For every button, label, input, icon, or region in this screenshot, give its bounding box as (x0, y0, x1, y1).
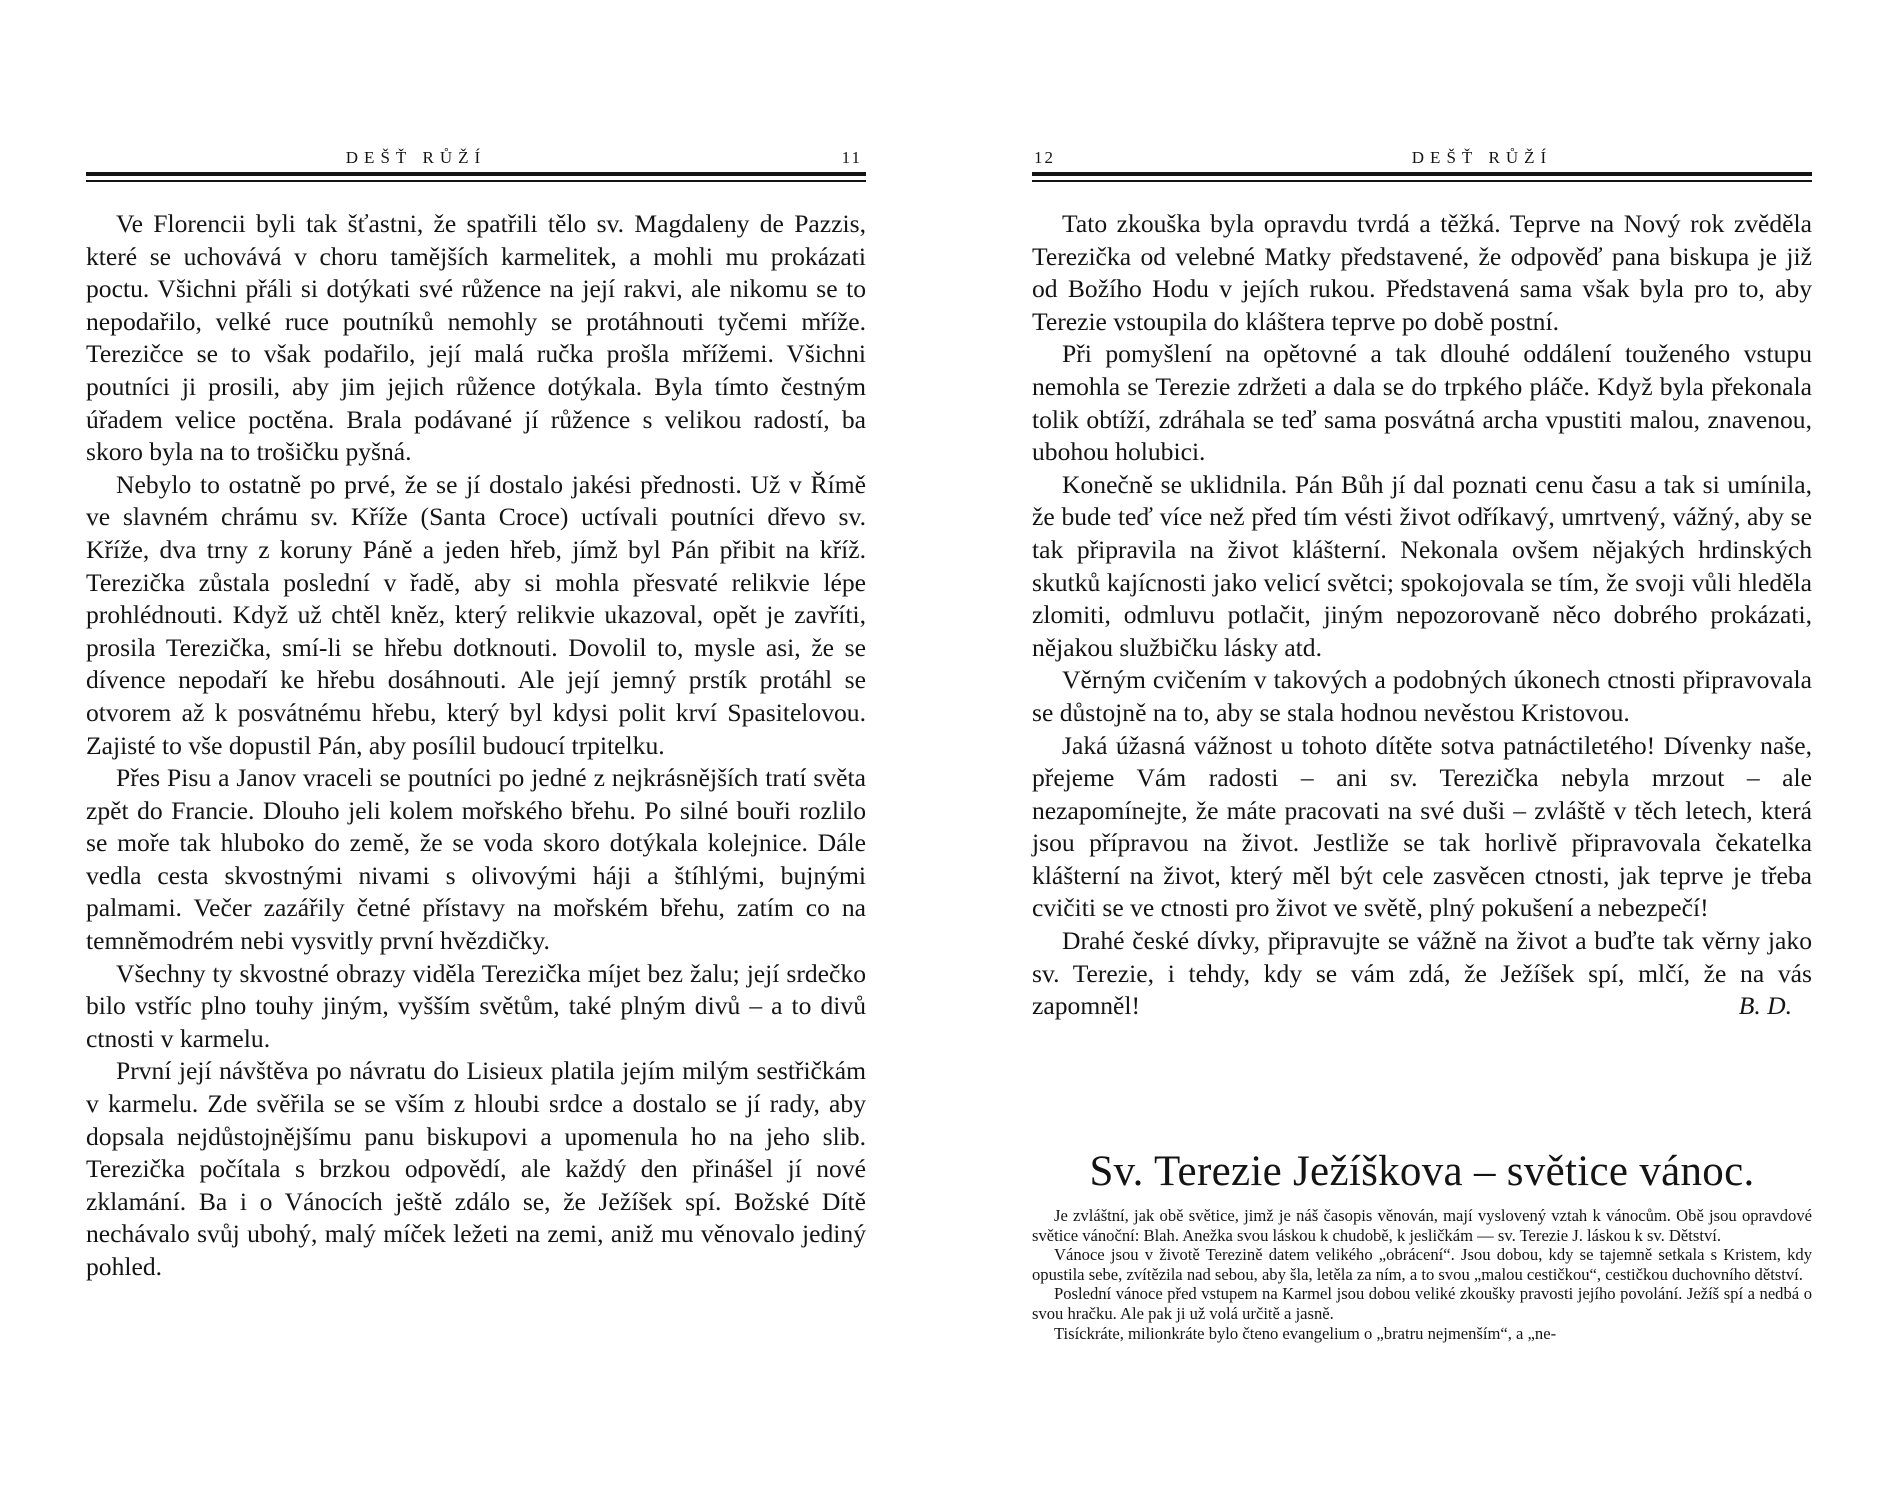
paragraph-final-text: Drahé české dívky, připravujte se vážně na život a buďte tak věrny jako sv. Terezie, i tehdy, kdy se vám zdá, že Ježíšek spí, mlčí, že na vás zapomněl! (1032, 926, 1812, 1021)
header-rule (86, 172, 866, 176)
small-paragraph: Tisíckráte, milionkráte bylo čteno evangelium o „bratru nejmenším“, a „ne- (1054, 1323, 1557, 1343)
paragraph: Ve Florencii byli tak šťastni, že spatřili tělo sv. Magdaleny de Pazzis, které se uchovává v choru tamějších karmelitek, a mohli mu prokázati poctu. Všichni přáli si dotýkati své růžence na její rakvi, ale nikomu se to nepodařilo, velké ruce poutníků nemohly se protáhnouti tyčemi mříže. Terezičce se to však podařilo, její malá ručka prošla mřížemi. Všichni poutníci ji prosili, aby jim jejich růžence dotýkala. Byla tímto čestným úřadem velice poctěna. Brala podávané jí růžence s velikou radostí, ba skoro byla na to trošičku pyšná. (86, 209, 866, 467)
page-number: 11 (841, 148, 862, 167)
paragraph: Konečně se uklidnila. Pán Bůh jí dal poznati cenu času a tak si umínila, že bude teď více než před tím vésti život odříkavý, umrtvený, vážný, aby se tak připravila na život klášterní. Nekonala ovšem nějakých hrdinských skutků kajícnosti jako velicí světci; spokojovala se tím, že svoji vůli hleděla zlomiti, odmluvu potlačit, jiným nepozorovaně něco dobrého prokázati, nějakou službičku lásky atd. (1032, 469, 1812, 662)
small-paragraph: Je zvláštní, jak obě světice, jimž je náš časopis věnován, mají vyslovený vztah k vánocům. Obě jsou opravdové světice vánoční: Blah. Anežka svou láskou k chudobě, k jesličkám — sv. Terezie J. láskou k sv. Dětství. (1032, 1206, 1812, 1245)
body-text (1032, 208, 1812, 1023)
author-signature: B. D. (1738, 991, 1792, 1021)
running-title: DEŠŤ RŮŽÍ (1411, 148, 1553, 167)
paragraph: Věrným cvičením v takových a podobných úkonech ctnosti připravovala se důstojně na to, aby se stala hodnou nevěstou Kristovou. (1032, 665, 1812, 727)
running-head (1032, 148, 1812, 168)
paragraph: Všechny ty skvostné obrazy viděla Terezička míjet bez žalu; její srdečko bilo vstříc plno touhy jiným, vyšším světům, také plným divů – a to divů ctnosti v karmelu. (86, 958, 866, 1053)
header-rule (1032, 172, 1812, 176)
paragraph: Tato zkouška byla opravdu tvrdá a těžká. Teprve na Nový rok zvěděla Terezička od velebné Matky představené, že odpověď pana biskupa je již od Božího Hodu v jejích rukou. Představená sama však byla pro to, aby Terezie vstoupila do kláštera teprve po době postní. (1032, 209, 1812, 336)
section-body (1032, 1206, 1812, 1343)
small-paragraph: Poslední vánoce před vstupem na Karmel jsou dobou veliké zkoušky pravosti jejího povolání. Ježíš spí a nedbá o svou hračku. Ale pak ji už volá určitě a jasně. (1032, 1284, 1812, 1323)
running-title: DEŠŤ RŮŽÍ (345, 148, 487, 167)
paragraph: Přes Pisu a Janov vraceli se poutníci po jedné z nejkrásnějších tratí světa zpět do Francie. Dlouho jeli kolem mořského břehu. Po silné bouři rozlilo se moře tak hluboko do země, že se voda skoro dotýkala kolejnice. Dále vedla cesta skvostnými nivami s olivovými háji a štíhlými, bujnými palmami. Večer zazářily četné přístavy na mořském břehu, zatím co na temněmodrém nebi vysvitly první hvězdičky. (86, 763, 866, 956)
paragraph: Při pomyšlení na opětovné a tak dlouhé oddálení touženého vstupu nemohla se Terezie zdržeti a dala se do trpkého pláče. Když byla překonala tolik obtíží, zdráhala se teď sama posvátná archa vpustiti malou, znavenou, ubohou holubici. (1032, 339, 1812, 467)
header-rule-thin (1032, 180, 1812, 182)
paragraph: První její návštěva po návratu do Lisieux platila jejím milým sestřičkám v karmelu. Zde svěřila se se vším z hloubi srdce a dostalo se jí rady, aby dopsala nejdůstojnějšímu panu biskupovi a upomenula ho na jeho slib. Terezička počítala s brzkou odpovědí, ale každý den přinášel jí nové zklamání. Ba i o Vánocích ještě zdálo se, že Ježíšek spí. Božské Dítě nechávalo svůj ubohý, malý míček ležeti na zemi, aniž mu věnovalo jediný pohled. (86, 1056, 866, 1281)
page-number: 12 (1034, 148, 1055, 167)
paragraph: Nebylo to ostatně po prvé, že se jí dostalo jakési přednosti. Už v Římě ve slavném chrámu sv. Kříže (Santa Croce) uctívali poutníci dřevo sv. Kříže, dva trny z koruny Páně a jeden hřeb, jímž byl Pán přibit na kříž. Terezička zůstala poslední v řadě, aby si mohla přesvaté relikvie lépe prohlédnouti. Když už chtěl kněz, který relikvie ukazoval, opět je zavříti, prosila Terezička, smí-li se hřebu dotknouti. Dovolil to, mysle asi, že se dívence nepodaří ke hřebu dosáhnouti. Ale její jemný prstík protáhl se otvorem až k posvátnému hřebu, který byl kdysi polit krví Spasitelovou. Zajisté to vše dopustil Pán, aby posílil budoucí trpitelku. (86, 469, 866, 760)
header-rule-thin (86, 180, 866, 182)
body-text (86, 208, 866, 1284)
section-title: Sv. Terezie Ježíškova – světice vánoc. (1089, 1148, 1755, 1195)
paragraph-final (1032, 925, 1812, 1023)
small-paragraph: Vánoce jsou v životě Terezině datem velikého „obrácení“. Jsou dobou, kdy se tajemně setkala s Kristem, kdy opustila sebe, zvítězila nad sebou, aby šla, letěla za ním, a to svou „malou cestičkou“, cestičkou duchovního dětství. (1032, 1245, 1812, 1284)
paragraph: Jaká úžasná vážnost u tohoto dítěte sotva patnáctiletého! Dívenky naše, přejeme Vám radosti – ani sv. Terezička nebyla mrzout – ale nezapomínejte, že máte pracovati na své duši – zvláště v těch letech, která jsou přípravou na život. Jestliže se tak horlivě připravovala čekatelka klášterní na život, který měl být cele zasvěcen ctnosti, jak teprve je třeba cvičiti se ve ctnosti pro život ve světě, plný pokušení a nebezpečí! (1032, 730, 1812, 923)
running-head (86, 148, 866, 168)
